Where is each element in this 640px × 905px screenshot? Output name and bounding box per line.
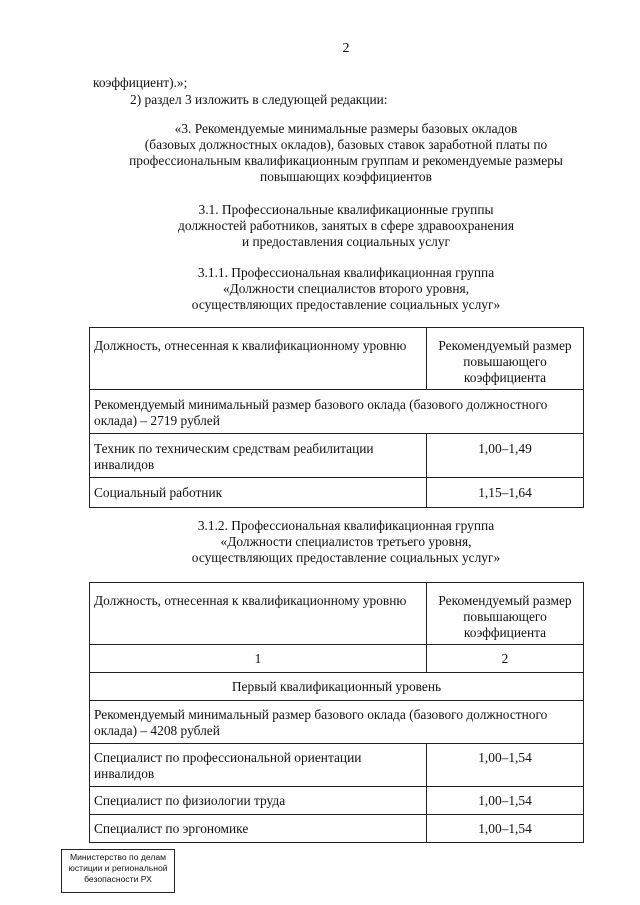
column-number-2: 2 (427, 645, 584, 673)
position-cell: Специалист по физиологии труда (90, 787, 427, 815)
table-row (90, 701, 584, 744)
header-coefficient: Рекомендуемый размер повышающего коэффициента (427, 328, 584, 390)
table-row (90, 787, 584, 815)
salary-cell: Рекомендуемый минимальный размер базового оклада (базового должностного оклада) – 4208 рублей (90, 701, 584, 744)
section-3-1-title: 3.1. Профессиональные квалификационные группы должностей работников, занятых в сфере здравоохранения и предоставления социальных услуг (178, 202, 514, 249)
column-number-1: 1 (90, 645, 427, 673)
table-3-1-1 (89, 327, 584, 508)
table-3-1-2 (89, 582, 584, 843)
coefficient-cell: 1,00–1,54 (427, 815, 584, 843)
header-coefficient: Рекомендуемый размер повышающего коэффициента (427, 583, 584, 645)
position-cell: Специалист по профессиональной ориентации инвалидов (90, 744, 427, 787)
coefficient-cell: 1,15–1,64 (427, 478, 584, 508)
header-position: Должность, отнесенная к квалификационному уровню (90, 328, 427, 390)
section-3-1-2-title: 3.1.2. Профессиональная квалификационная группа «Должности специалистов третьего уровня, осуществляющих предоставление социальных услуг» (191, 518, 501, 565)
intro-line-1: коэффициент).»; (93, 75, 188, 90)
position-cell: Техник по техническим средствам реабилитации инвалидов (90, 434, 427, 478)
table-header-row (90, 328, 584, 390)
table-row (90, 434, 584, 478)
table-header-row (90, 583, 584, 645)
column-numbers-row (90, 645, 584, 673)
coefficient-cell: 1,00–1,54 (427, 787, 584, 815)
position-cell: Специалист по эргономике (90, 815, 427, 843)
section-3-1-1-title: 3.1.1. Профессиональная квалификационная группа «Должности специалистов второго уровня, осуществляющих предоставление социальных услуг» (191, 265, 501, 312)
salary-cell: Рекомендуемый минимальный размер базового оклада (базового должностного оклада) – 2719 рублей (90, 390, 584, 434)
level-row (90, 673, 584, 701)
header-position: Должность, отнесенная к квалификационному уровню (90, 583, 427, 645)
level-cell: Первый квалификационный уровень (90, 673, 584, 701)
table-row (90, 744, 584, 787)
intro-line-2: 2) раздел 3 изложить в следующей редакции: (130, 92, 388, 107)
table-row (90, 390, 584, 434)
position-cell: Социальный работник (90, 478, 427, 508)
table-row (90, 478, 584, 508)
coefficient-cell: 1,00–1,49 (427, 434, 584, 478)
page-number: 2 (342, 41, 350, 56)
section-3-title: «3. Рекомендуемые минимальные размеры базовых окладов (базовых должностных окладов), базовых ставок заработной платы по профессиональным квалификационным группам и рекомендуемые размеры повышающих коэффициентов (129, 121, 563, 184)
table-row (90, 815, 584, 843)
coefficient-cell: 1,00–1,54 (427, 744, 584, 787)
ministry-stamp: Министерство по делам юстиции и региональной безопасности РХ (61, 849, 175, 893)
